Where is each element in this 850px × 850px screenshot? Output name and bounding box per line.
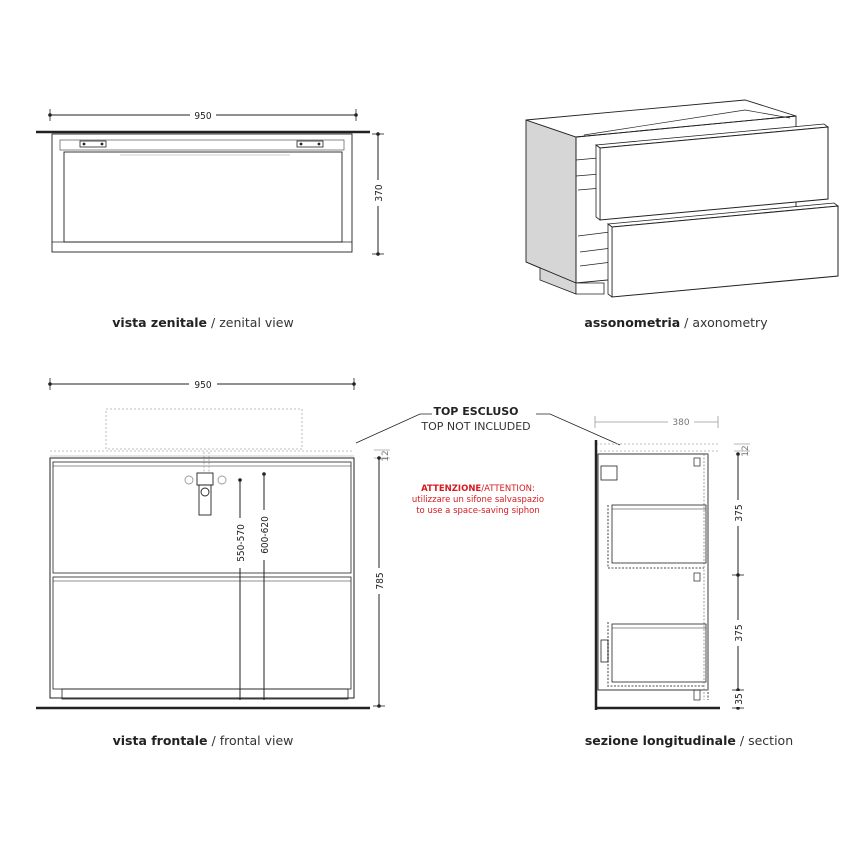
section-top-thickness-label: 12 [741, 445, 751, 457]
axonometry-drawer-upper [596, 124, 828, 220]
zenital-hinge-right [297, 141, 323, 147]
top-not-included-note [356, 405, 620, 445]
top-note-line1: TOP ESCLUSO [433, 405, 519, 418]
frontal-height-dimension [372, 458, 386, 706]
zenital-view [36, 108, 385, 330]
section-height-dimensions [731, 452, 745, 710]
siphon-warning [412, 484, 544, 516]
zenital-depth-label: 370 [374, 184, 385, 202]
zenital-caption: vista zenitale / zenital view [112, 315, 294, 330]
frontal-basin-outline [106, 409, 302, 449]
warning-title: ATTENZIONE/ATTENTION: [421, 484, 535, 494]
frontal-caption: vista frontale / frontal view [112, 733, 294, 748]
section-plinth-label: 35 [734, 693, 745, 705]
siphon-icon [185, 452, 226, 515]
warning-line-it: utilizzare un sifone salvaspazio [411, 495, 545, 505]
siphon-dimension-low [233, 480, 247, 700]
zenital-width-label: 950 [194, 111, 212, 122]
siphon-low-label: 550-570 [236, 524, 247, 562]
section-drawer-lower-label: 375 [734, 624, 745, 642]
section-drawer-lower [601, 622, 706, 686]
zenital-depth-dimension [371, 134, 385, 254]
section-cabinet-outline [598, 454, 708, 690]
top-note-line2: TOP NOT INCLUDED [421, 420, 531, 433]
frontal-top-thickness-dimension [374, 450, 391, 462]
axonometry-side-panel [526, 120, 576, 283]
section-drawer-upper [608, 505, 706, 568]
frontal-width-label: 950 [194, 380, 212, 391]
frontal-view [36, 377, 391, 748]
section-drawer-upper-label: 375 [734, 504, 745, 522]
section-caption: sezione longitudinale / section [584, 733, 794, 748]
frontal-drawer-upper [53, 462, 351, 573]
zenital-drawer-outline [64, 152, 342, 242]
axonometry-view [526, 100, 838, 330]
frontal-width-dimension [50, 377, 354, 391]
frontal-drawer-lower [53, 577, 351, 689]
section-siphon-box [601, 466, 617, 480]
frontal-height-label: 785 [375, 572, 386, 590]
warning-line-en: to use a space-saving siphon [416, 506, 540, 516]
axonometry-caption: assonometria / axonometry [584, 315, 768, 330]
zenital-width-dimension [50, 108, 356, 122]
section-depth-label: 380 [672, 418, 690, 428]
zenital-hinge-left [80, 141, 106, 147]
frontal-top-thickness-label: 12 [381, 450, 391, 462]
siphon-high-label: 600-620 [260, 516, 271, 554]
axonometry-drawer-lower [608, 203, 838, 297]
section-view [585, 415, 793, 748]
siphon-dimension-high [257, 474, 271, 700]
section-depth-dimension [595, 415, 718, 428]
